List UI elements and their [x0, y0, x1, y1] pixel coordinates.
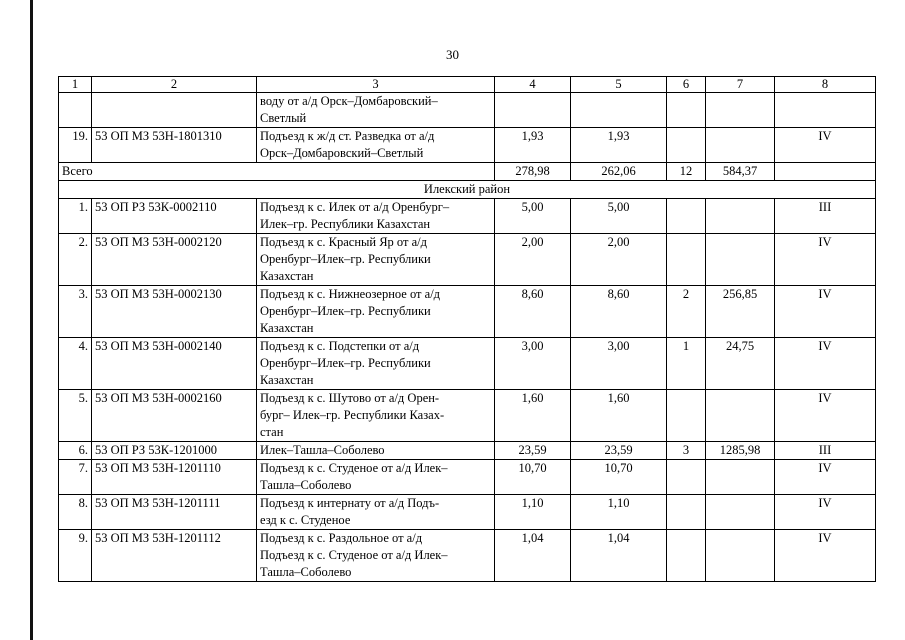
table-row	[59, 495, 876, 530]
road-name-line: Казахстан	[260, 321, 314, 335]
table-row	[59, 128, 876, 163]
header-cell: 6	[667, 77, 706, 93]
value-cell-7	[706, 199, 775, 234]
value-cell-5: 1,93	[571, 128, 667, 163]
category-cell: III	[775, 199, 876, 234]
value-cell-4: 1,04	[495, 530, 571, 582]
value-cell-7: 1285,98	[706, 442, 775, 460]
row-number: 2.	[59, 234, 92, 286]
value-cell-7	[706, 234, 775, 286]
scan-edge-line	[30, 0, 33, 640]
value-cell-4: 5,00	[495, 199, 571, 234]
row-number: 6.	[59, 442, 92, 460]
roads-table	[58, 76, 876, 582]
value-cell-6	[667, 460, 706, 495]
value-cell-5: 3,00	[571, 338, 667, 390]
value-cell-6: 1	[667, 338, 706, 390]
value-cell-6	[667, 128, 706, 163]
table-row	[59, 338, 876, 390]
road-name-line: Подъезд к с. Студеное от а/д Илек–	[260, 461, 448, 475]
road-name	[257, 199, 495, 234]
road-name-line: Оренбург–Илек–гр. Республики	[260, 356, 431, 370]
header-cell: 5	[571, 77, 667, 93]
value-cell-6	[667, 495, 706, 530]
road-code: 53 ОП МЗ 53Н-0002140	[92, 338, 257, 390]
value-cell-6	[667, 199, 706, 234]
header-cell: 2	[92, 77, 257, 93]
value-cell-5	[571, 93, 667, 128]
road-name-line: бург– Илек–гр. Республики Казах-	[260, 408, 445, 422]
value-cell-6	[667, 93, 706, 128]
value-cell-7: 24,75	[706, 338, 775, 390]
category-cell: IV	[775, 234, 876, 286]
road-name-line: Казахстан	[260, 373, 314, 387]
total-label: Всего	[59, 163, 495, 181]
row-number: 9.	[59, 530, 92, 582]
value-cell-6: 3	[667, 442, 706, 460]
road-name	[257, 128, 495, 163]
road-name-line: Подъезд к с. Нижнеозерное от а/д	[260, 287, 441, 301]
total-cell-7: 584,37	[706, 163, 775, 181]
value-cell-4	[495, 93, 571, 128]
road-name	[257, 234, 495, 286]
value-cell-7: 256,85	[706, 286, 775, 338]
road-name-line: Подъезд к интернату от а/д Подъ-	[260, 496, 440, 510]
value-cell-5: 23,59	[571, 442, 667, 460]
road-name	[257, 390, 495, 442]
road-name	[257, 338, 495, 390]
header-cell: 1	[59, 77, 92, 93]
road-name-line: Орск–Домбаровский–Светлый	[260, 146, 424, 160]
value-cell-4: 10,70	[495, 460, 571, 495]
value-cell-5: 1,10	[571, 495, 667, 530]
road-name-line: Илек–Ташла–Соболево	[260, 443, 385, 457]
road-name-line: Подъезд к с. Шутово от а/д Орен-	[260, 391, 440, 405]
road-name	[257, 442, 495, 460]
road-name-line: Подъезд к с. Красный Яр от а/д	[260, 235, 427, 249]
value-cell-4: 2,00	[495, 234, 571, 286]
value-cell-7	[706, 495, 775, 530]
value-cell-7	[706, 460, 775, 495]
district-name: Илекский район	[59, 181, 876, 199]
road-name-line: Ташла–Соболево	[260, 478, 352, 492]
road-code: 53 ОП РЗ 53К-0002110	[92, 199, 257, 234]
road-name-line: Казахстан	[260, 269, 314, 283]
road-name	[257, 495, 495, 530]
road-name-line: Илек–гр. Республики Казахстан	[260, 217, 431, 231]
total-cell-8	[775, 163, 876, 181]
category-cell: III	[775, 442, 876, 460]
category-cell: IV	[775, 286, 876, 338]
table-row	[59, 530, 876, 582]
total-row	[59, 163, 876, 181]
road-name-line: Подъезд к с. Подстепки от а/д	[260, 339, 420, 353]
value-cell-5: 10,70	[571, 460, 667, 495]
header-row	[59, 77, 876, 93]
table-row	[59, 442, 876, 460]
road-code: 53 ОП РЗ 53К-1201000	[92, 442, 257, 460]
row-number: 8.	[59, 495, 92, 530]
value-cell-6	[667, 390, 706, 442]
row-number: 4.	[59, 338, 92, 390]
table-row	[59, 199, 876, 234]
road-name	[257, 93, 495, 128]
value-cell-6	[667, 234, 706, 286]
value-cell-4: 23,59	[495, 442, 571, 460]
road-name-line: воду от а/д Орск–Домбаровский–	[260, 94, 438, 108]
category-cell: IV	[775, 495, 876, 530]
road-name-line: Светлый	[260, 111, 307, 125]
value-cell-7	[706, 390, 775, 442]
road-name	[257, 460, 495, 495]
road-code: 53 ОП МЗ 53Н-0002120	[92, 234, 257, 286]
road-code: 53 ОП МЗ 53Н-1201110	[92, 460, 257, 495]
header-cell: 4	[495, 77, 571, 93]
value-cell-5: 1,04	[571, 530, 667, 582]
table-row	[59, 234, 876, 286]
value-cell-7	[706, 93, 775, 128]
road-name	[257, 286, 495, 338]
row-number: 1.	[59, 199, 92, 234]
header-cell: 8	[775, 77, 876, 93]
category-cell: IV	[775, 338, 876, 390]
category-cell: IV	[775, 390, 876, 442]
row-number	[59, 93, 92, 128]
category-cell: IV	[775, 128, 876, 163]
road-code: 53 ОП МЗ 53Н-0002130	[92, 286, 257, 338]
road-name-line: Ташла–Соболево	[260, 565, 352, 579]
road-name-line: Подъезд к с. Студеное от а/д Илек–	[260, 548, 448, 562]
value-cell-4: 1,60	[495, 390, 571, 442]
value-cell-7	[706, 530, 775, 582]
value-cell-4: 8,60	[495, 286, 571, 338]
table-row	[59, 460, 876, 495]
table-row	[59, 93, 876, 128]
value-cell-4: 1,93	[495, 128, 571, 163]
road-name-line: езд к с. Студеное	[260, 513, 351, 527]
category-cell	[775, 93, 876, 128]
value-cell-5: 5,00	[571, 199, 667, 234]
row-number: 7.	[59, 460, 92, 495]
value-cell-5: 2,00	[571, 234, 667, 286]
value-cell-6	[667, 530, 706, 582]
header-cell: 7	[706, 77, 775, 93]
road-code: 53 ОП МЗ 53Н-1201111	[92, 495, 257, 530]
road-code: 53 ОП МЗ 53Н-1801310	[92, 128, 257, 163]
category-cell: IV	[775, 530, 876, 582]
total-cell-6: 12	[667, 163, 706, 181]
row-number: 19.	[59, 128, 92, 163]
total-cell-5: 262,06	[571, 163, 667, 181]
row-number: 5.	[59, 390, 92, 442]
road-name-line: Подъезд к с. Раздольное от а/д	[260, 531, 423, 545]
value-cell-4: 1,10	[495, 495, 571, 530]
road-name-line: Подъезд к ж/д ст. Разведка от а/д	[260, 129, 435, 143]
value-cell-6: 2	[667, 286, 706, 338]
road-name-line: Подъезд к с. Илек от а/д Оренбург–	[260, 200, 450, 214]
district-row	[59, 181, 876, 199]
header-cell: 3	[257, 77, 495, 93]
road-name	[257, 530, 495, 582]
value-cell-5: 8,60	[571, 286, 667, 338]
category-cell: IV	[775, 460, 876, 495]
value-cell-5: 1,60	[571, 390, 667, 442]
page-number: 30	[446, 47, 459, 62]
value-cell-4: 3,00	[495, 338, 571, 390]
table-row	[59, 390, 876, 442]
row-number: 3.	[59, 286, 92, 338]
road-name-line: Оренбург–Илек–гр. Республики	[260, 304, 431, 318]
value-cell-7	[706, 128, 775, 163]
road-name-line: стан	[260, 425, 284, 439]
road-name-line: Оренбург–Илек–гр. Республики	[260, 252, 431, 266]
road-code: 53 ОП МЗ 53Н-0002160	[92, 390, 257, 442]
road-code: 53 ОП МЗ 53Н-1201112	[92, 530, 257, 582]
road-code	[92, 93, 257, 128]
table-row	[59, 286, 876, 338]
total-cell-4: 278,98	[495, 163, 571, 181]
